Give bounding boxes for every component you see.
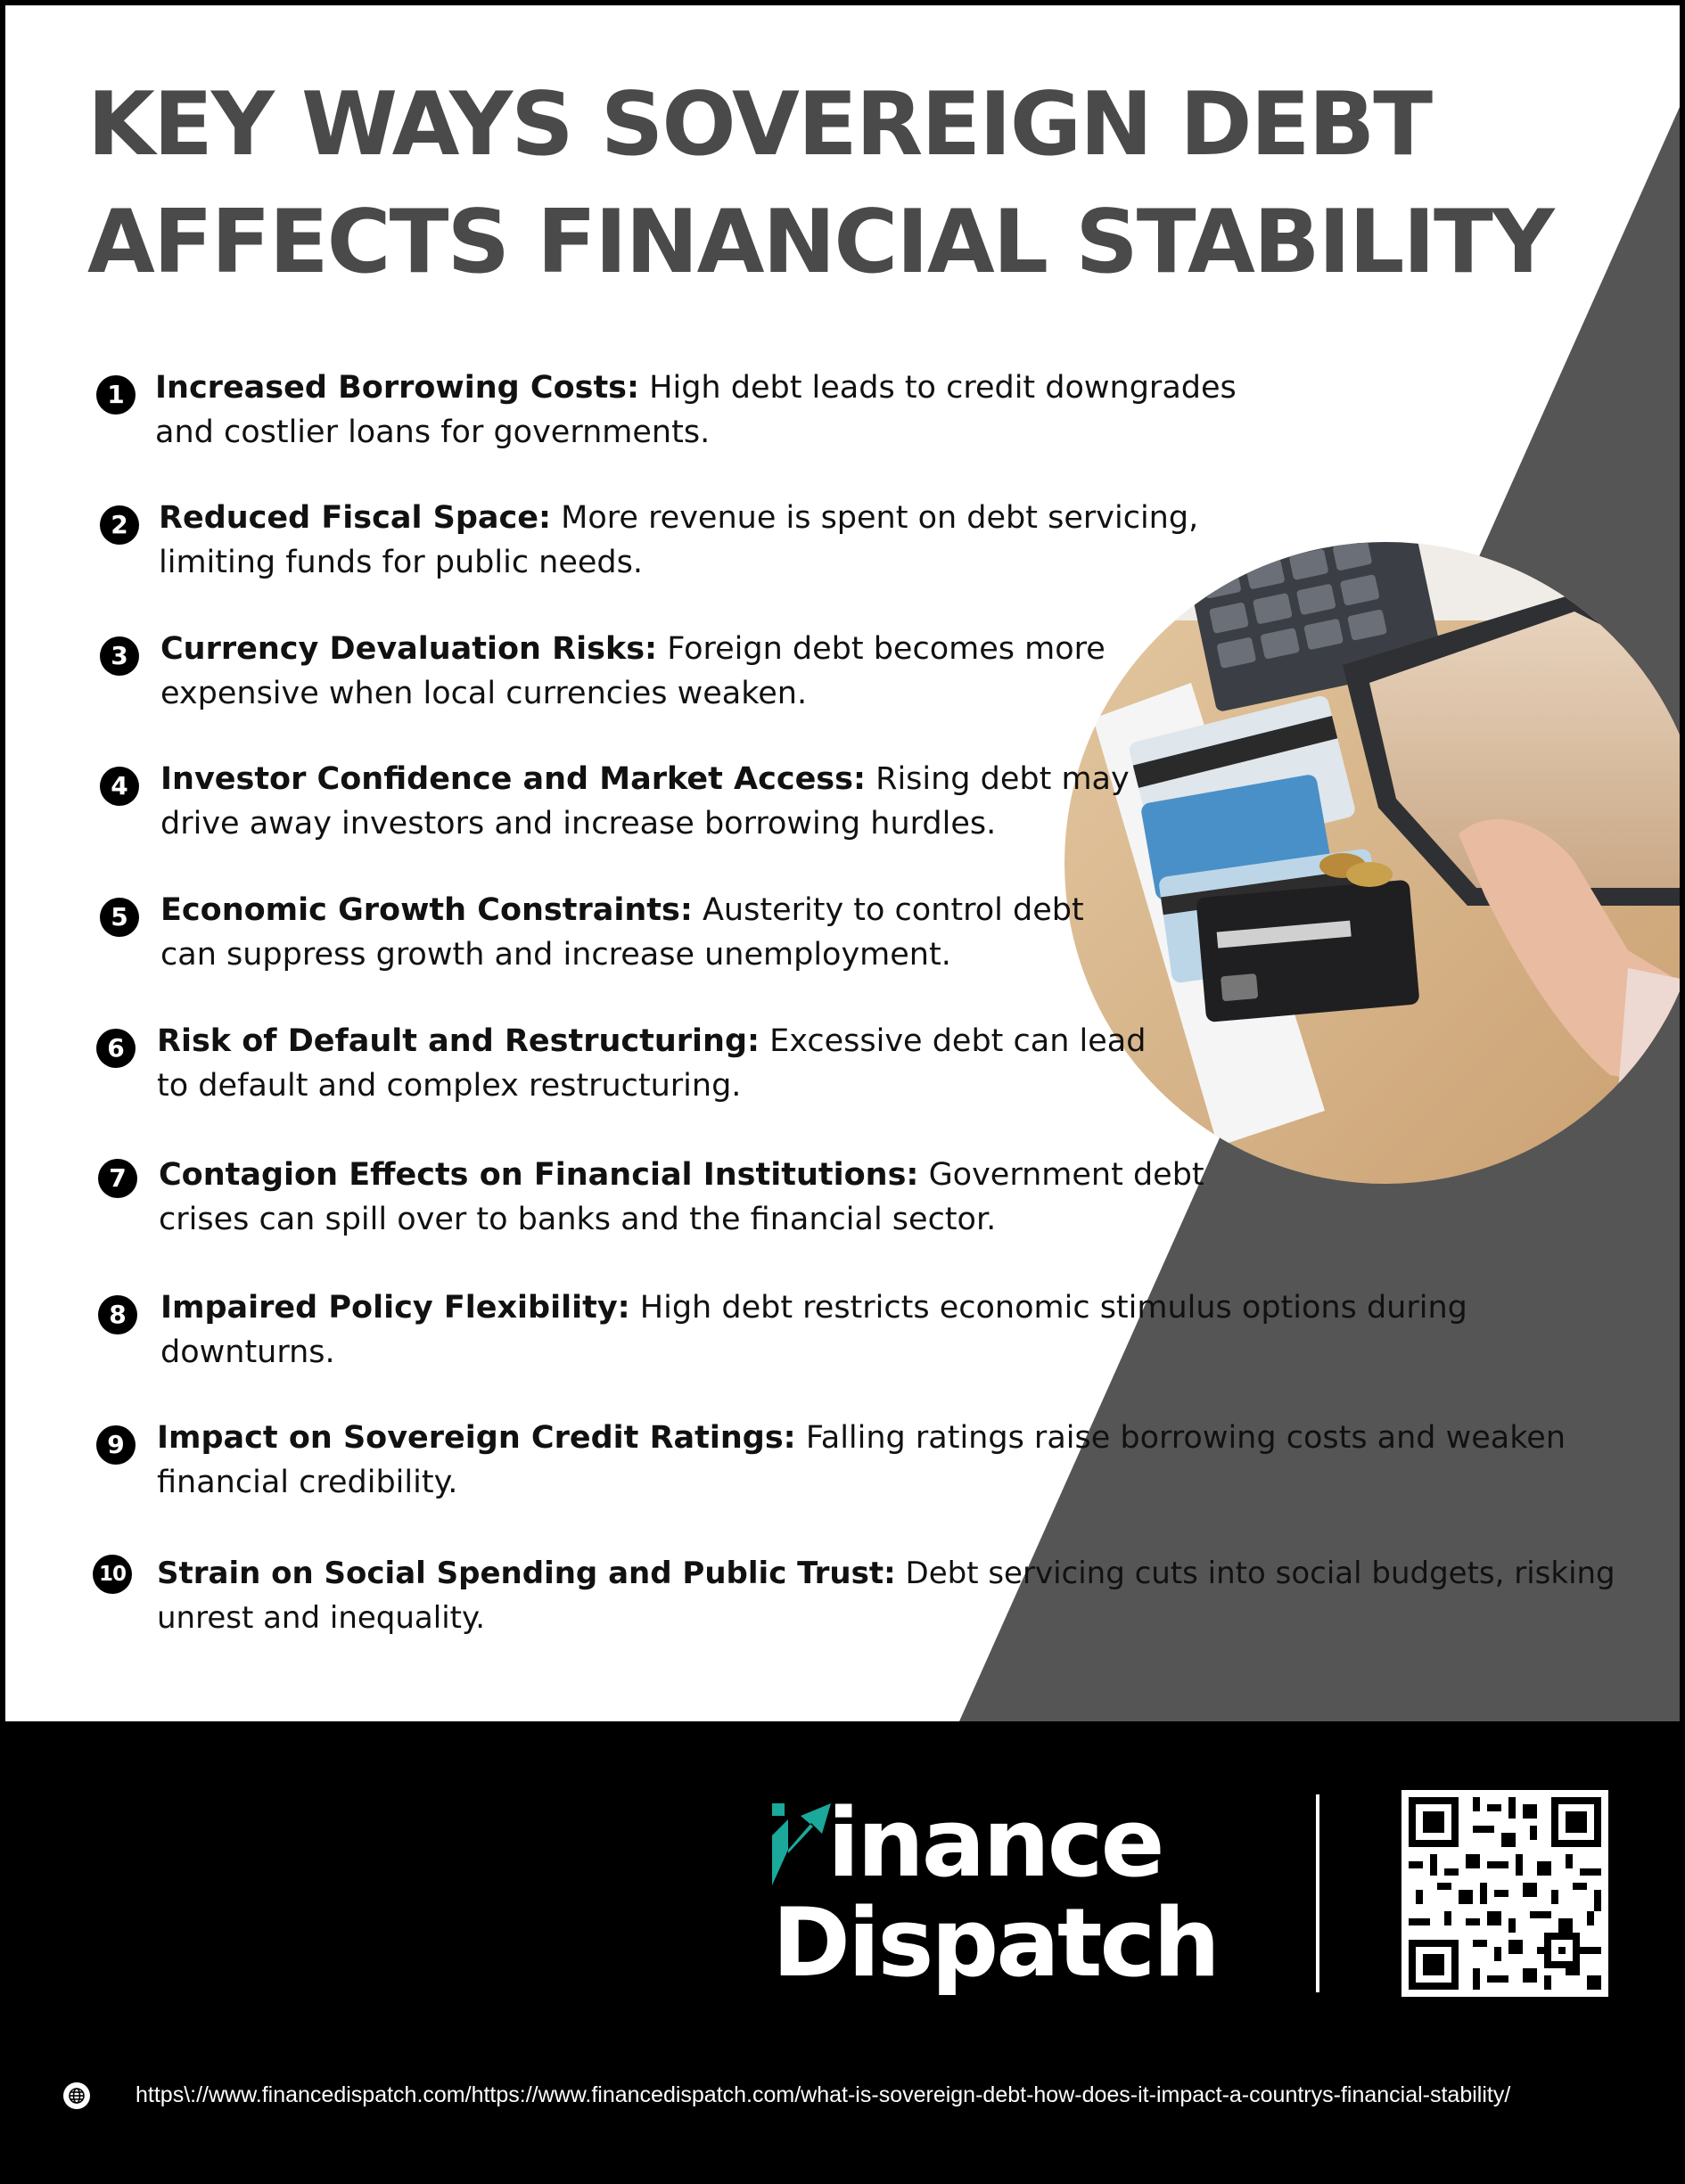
item-text [157, 1551, 1615, 1640]
logo-word-finance: inance [827, 1788, 1163, 1898]
item-line-2: financial credibility. [157, 1465, 458, 1500]
item-line-1 [159, 496, 1198, 540]
item-heading: Strain on Social Spending and Public Trust: [157, 1556, 896, 1591]
item-description: More revenue is spent on debt servicing, [561, 500, 1199, 536]
number-badge: 5 [100, 898, 139, 937]
footer-divider [1316, 1794, 1319, 1992]
item-line-1 [160, 757, 1130, 801]
source-url[interactable]: https\://www.financedispatch.com/https://www.financedispatch.com/what-is-sovereign-debt-how-does-it-impact-a-countrys-financial-stability/ [136, 2082, 1511, 2107]
number-badge: 3 [100, 636, 139, 676]
qr-code[interactable] [1401, 1790, 1608, 1997]
item-line-2: and costlier loans for governments. [155, 415, 711, 450]
number-badge: 7 [98, 1159, 137, 1198]
number-badge: 4 [100, 767, 139, 806]
item-line-2: limiting funds for public needs. [159, 545, 644, 580]
item-text [160, 888, 1084, 977]
item-line-1 [160, 627, 1106, 671]
item-text [155, 365, 1237, 455]
item-heading: Impact on Sovereign Credit Ratings: [157, 1420, 796, 1456]
item-text [157, 1416, 1566, 1505]
item-heading: Impaired Policy Flexibility: [160, 1290, 630, 1326]
item-line-2: downturns. [160, 1334, 335, 1370]
item-line-1 [157, 1019, 1146, 1063]
number-badge: 10 [93, 1555, 132, 1594]
item-line-2: can suppress growth and increase unemployment. [160, 937, 951, 973]
page-title: KEY WAYS SOVEREIGN DEBT AFFECTS FINANCIAL STABILITY [87, 74, 1553, 293]
item-heading: Currency Devaluation Risks: [160, 631, 658, 667]
logo-arrow-icon [769, 1800, 831, 1889]
item-heading: Risk of Default and Restructuring: [157, 1023, 760, 1059]
item-heading: Contagion Effects on Financial Institutions: [159, 1157, 919, 1193]
item-description: Debt servicing cuts into social budgets, risking [905, 1556, 1615, 1591]
item-heading: Increased Borrowing Costs: [155, 370, 640, 406]
item-text [159, 496, 1198, 585]
item-description: Rising debt may [875, 761, 1130, 797]
number-badge: 1 [96, 375, 136, 415]
globe-icon [62, 2081, 91, 2110]
item-description: High debt leads to credit downgrades [649, 370, 1237, 406]
item-line-2: crises can spill over to banks and the financial sector. [159, 1202, 997, 1237]
number-badge: 9 [96, 1425, 136, 1465]
item-line-2: expensive when local currencies weaken. [160, 676, 808, 711]
item-line-1 [155, 365, 1237, 410]
item-line-1 [160, 1285, 1467, 1330]
item-line-2: to default and complex restructuring. [157, 1068, 742, 1104]
item-heading: Economic Growth Constraints: [160, 892, 693, 928]
item-heading: Reduced Fiscal Space: [159, 500, 552, 536]
item-text [159, 1153, 1204, 1242]
item-description: Government debt [928, 1157, 1204, 1193]
logo-word-dispatch: Dispatch [772, 1888, 1218, 1998]
empty-wallet-photo [1057, 516, 1680, 1191]
item-line-2: drive away investors and increase borrowing hurdles. [160, 806, 997, 842]
number-badge: 6 [96, 1029, 136, 1068]
item-description: Excessive debt can lead [769, 1023, 1147, 1059]
item-line-1 [159, 1153, 1204, 1197]
item-text [157, 1019, 1146, 1108]
item-text [160, 627, 1106, 716]
item-line-1 [157, 1416, 1566, 1460]
content-panel [5, 5, 1680, 1721]
item-text [160, 1285, 1467, 1375]
item-description: Austerity to control debt [702, 892, 1084, 928]
number-badge: 8 [98, 1295, 137, 1334]
item-line-2: unrest and inequality. [157, 1600, 486, 1636]
number-badge: 2 [100, 505, 139, 545]
item-description: Falling ratings raise borrowing costs and weaken [805, 1420, 1566, 1456]
item-text [160, 757, 1130, 846]
item-description: High debt restricts economic stimulus options during [639, 1290, 1467, 1326]
item-heading: Investor Confidence and Market Access: [160, 761, 866, 797]
item-line-1 [157, 1551, 1615, 1596]
item-description: Foreign debt becomes more [667, 631, 1106, 667]
finance-dispatch-logo [769, 1788, 1232, 1999]
item-line-1 [160, 888, 1084, 932]
